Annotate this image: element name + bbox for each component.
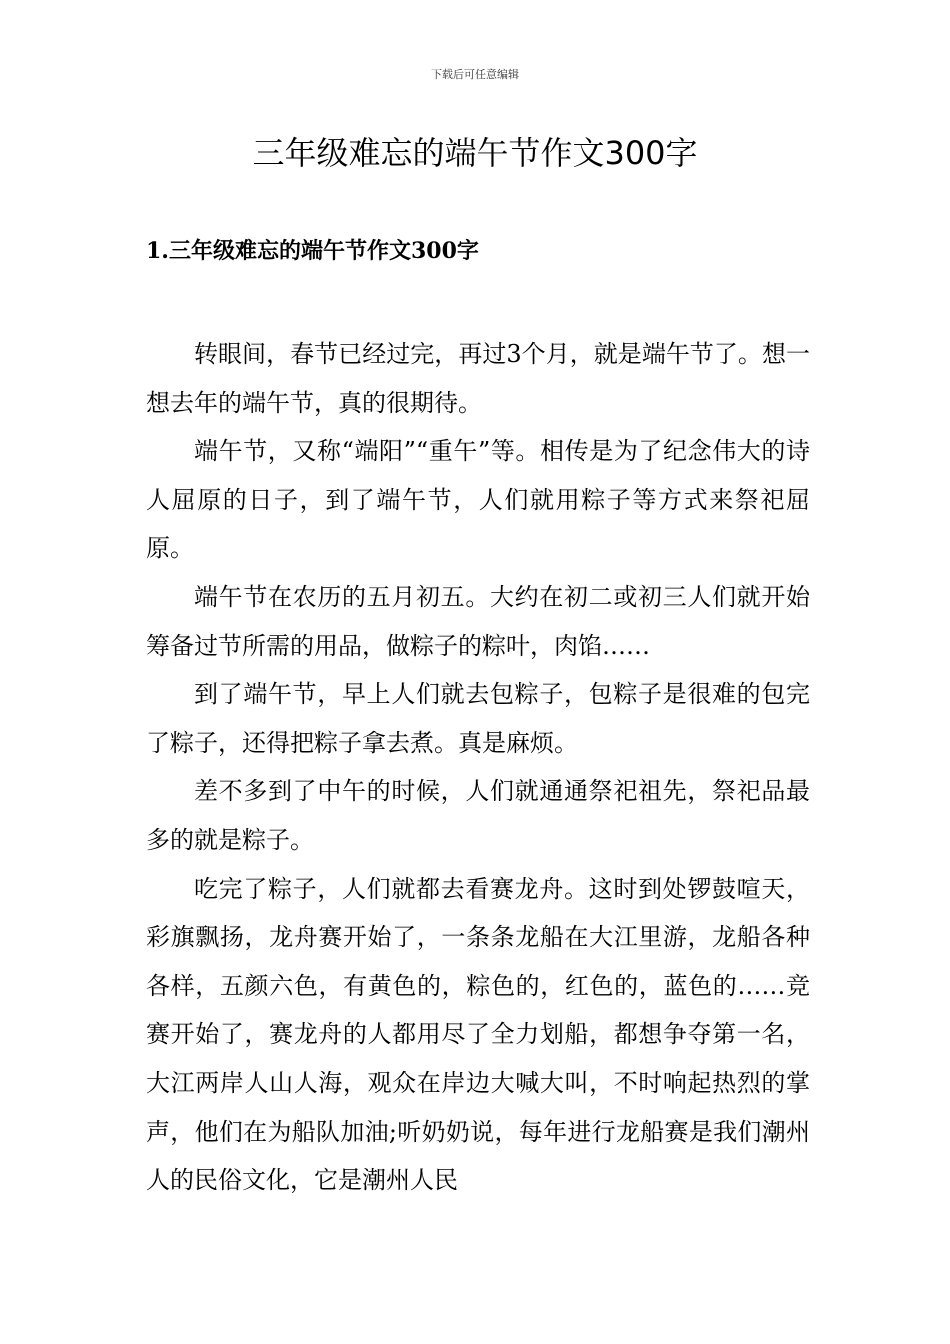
paragraph-4: 到了端午节，早上人们就去包粽子，包粽子是很难的包完了粽子，还得把粽子拿去煮。真是麻烦。 bbox=[146, 680, 810, 757]
document-body bbox=[146, 330, 810, 1205]
paragraph-5: 差不多到了中午的时候，人们就通通祭祀祖先，祭祀品最多的就是粽子。 bbox=[146, 777, 810, 854]
section-heading: 1.三年级难忘的端午节作文300字 bbox=[146, 238, 479, 264]
header-note: 下载后可任意编辑 bbox=[431, 68, 519, 81]
paragraph-1: 转眼间，春节已经过完，再过3个月，就是端午节了。想一想去年的端午节，真的很期待。 bbox=[146, 340, 810, 417]
document-title: 三年级难忘的端午节作文300字 bbox=[252, 134, 698, 172]
paragraph-2: 端午节，又称“端阳”“重午”等。相传是为了纪念伟大的诗人屈原的日子，到了端午节，人们就用粽子等方式来祭祀屈原。 bbox=[146, 437, 810, 563]
paragraph-3: 端午节在农历的五月初五。大约在初二或初三人们就开始筹备过节所需的用品，做粽子的粽叶，肉馅…… bbox=[146, 582, 810, 660]
paragraph-6: 吃完了粽子，人们就都去看赛龙舟。这时到处锣鼓喧天，彩旗飘扬，龙舟赛开始了，一条条龙船在大江里游，龙船各种各样，五颜六色，有黄色的，粽色的，红色的，蓝色的……竞赛开始了，赛龙舟的人都用尽了全力划船，都想争夺第一名，大江两岸人山人海，观众在岸边大喊大叫，不时响起热烈的掌声，他们在为船队加油;听奶奶说，每年进行龙船赛是我们潮州人的民俗文化，它是潮州人民 bbox=[146, 874, 810, 1195]
